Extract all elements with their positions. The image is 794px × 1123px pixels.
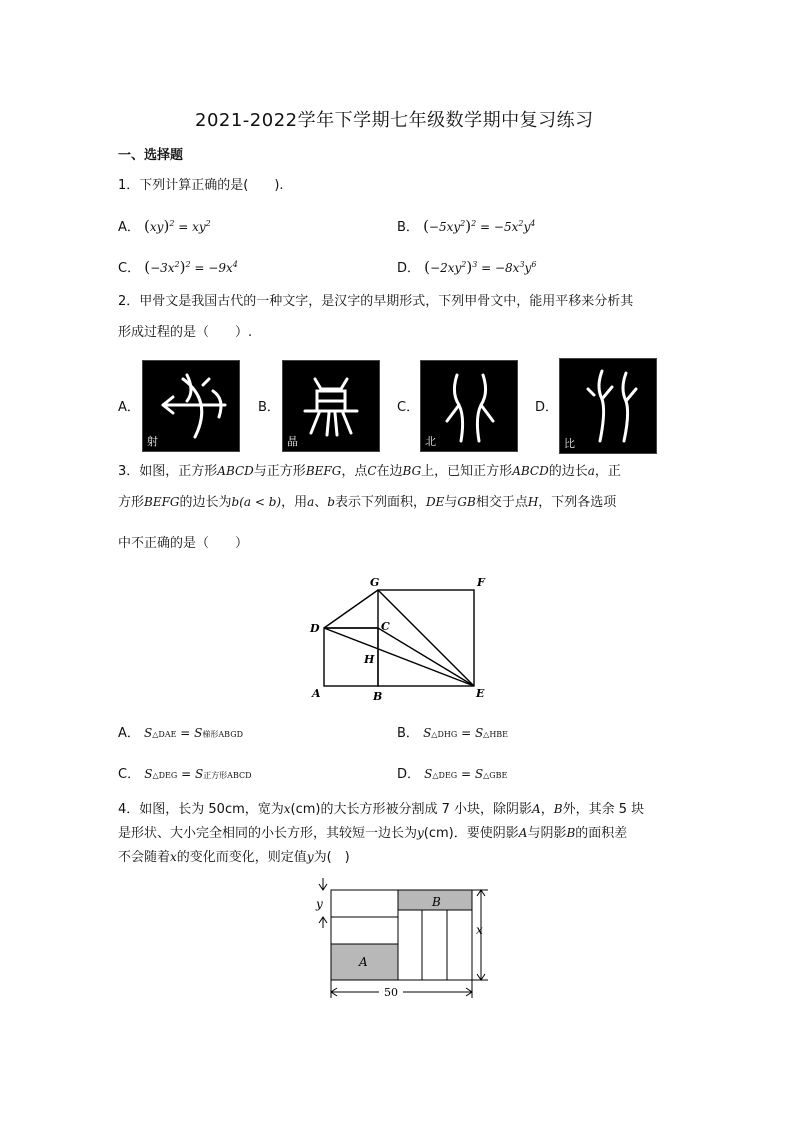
q3-geometry-figure (300, 570, 500, 705)
q3-option-d[interactable]: D． S△DEG = S△GBE (397, 767, 508, 782)
q2-option-c-label[interactable]: C． (397, 400, 420, 415)
figure-label-c: C (381, 620, 390, 633)
figure-label-f: F (477, 576, 485, 589)
figure-label-a: A (312, 687, 321, 700)
question-4-stem-line2: 是形状、大小完全相同的小长方形，其较短一边长为y(cm)．要使阴影A与阴影B的面积差 (118, 826, 628, 841)
region-label-b: B (432, 895, 441, 909)
q3-option-c[interactable]: C． S△DEG = S正方形ABCD (118, 767, 252, 782)
q1-option-c[interactable] (118, 258, 238, 277)
question-3-stem-line3: 中不正确的是（ ） (118, 536, 249, 551)
q1-option-a[interactable] (118, 217, 211, 236)
option-formula: $(xy)^2 = xy^2$ (144, 217, 211, 235)
glyph-caption: 比 (564, 437, 575, 450)
q1-option-d[interactable] (397, 258, 536, 277)
glyph-image-she[interactable] (142, 360, 240, 452)
glyph-image-bi[interactable] (559, 358, 657, 454)
figure-label-d: D (310, 622, 320, 635)
option-label: B． (397, 220, 419, 235)
q2-option-d-label[interactable]: D． (535, 400, 559, 415)
option-label: D． (397, 261, 421, 276)
option-formula: $(-2xy^2)^3 = -8x^3y^6$ (424, 258, 537, 276)
page-title: 2021-2022学年下学期七年级数学期中复习练习 (195, 110, 594, 131)
q2-option-a-label[interactable]: A． (118, 400, 140, 415)
option-formula: $(-5xy^2)^2 = -5x^2y^4$ (423, 217, 536, 235)
question-2-stem-line2: 形成过程的是（ ）. (118, 325, 253, 340)
dimension-label-width: 50 (384, 986, 398, 999)
figure-label-e: E (476, 687, 485, 700)
question-4-stem-line3: 不会随着x的变化而变化，则定值y为( ) (118, 850, 350, 865)
glyph-caption: 北 (425, 435, 436, 448)
q4-rectangle-figure (305, 876, 505, 1001)
dimension-label-x: x (476, 923, 483, 937)
glyph-caption: 晶 (287, 435, 298, 448)
figure-label-b: B (373, 690, 383, 703)
question-3-stem-line2: 方形BEFG的边长为b(a < b)，用a、b表示下列面积，DE与GB相交于点H，下列各选项 (118, 495, 617, 510)
glyph-image-bei[interactable] (420, 360, 518, 452)
figure-label-h: H (364, 653, 375, 666)
q1-option-b[interactable] (397, 217, 535, 236)
section-heading: 一、选择题 (118, 148, 184, 163)
q3-option-a[interactable]: A． S△DAE = S梯形ABGD (118, 726, 244, 741)
region-label-a: A (359, 955, 368, 969)
question-3-stem-line1: 3．如图，正方形ABCD与正方形BEFG，点C在边BG上，已知正方形ABCD的边长a，正 (118, 464, 621, 479)
glyph-image-jing[interactable] (282, 360, 380, 452)
question-4-stem-line1: 4．如图，长为 50cm，宽为x(cm)的大长方形被分割成 7 小块，除阴影A，B外，其余 5 块 (118, 802, 645, 817)
option-label: A． (118, 220, 140, 235)
dimension-label-y: y (316, 897, 323, 911)
option-label: C． (118, 261, 141, 276)
glyph-caption: 射 (147, 435, 158, 448)
question-2-stem-line1: 2．甲骨文是我国古代的一种文字，是汉字的早期形式，下列甲骨文中，能用平移来分析其 (118, 294, 634, 309)
q2-option-b-label[interactable]: B． (258, 400, 280, 415)
question-1-stem: 1．下列计算正确的是( ). (118, 178, 284, 193)
option-formula: $(-3x^2)^2 = -9x^4$ (144, 258, 238, 276)
figure-label-g: G (370, 576, 380, 589)
q3-option-b[interactable]: B． S△DHG = S△HBE (397, 726, 509, 741)
